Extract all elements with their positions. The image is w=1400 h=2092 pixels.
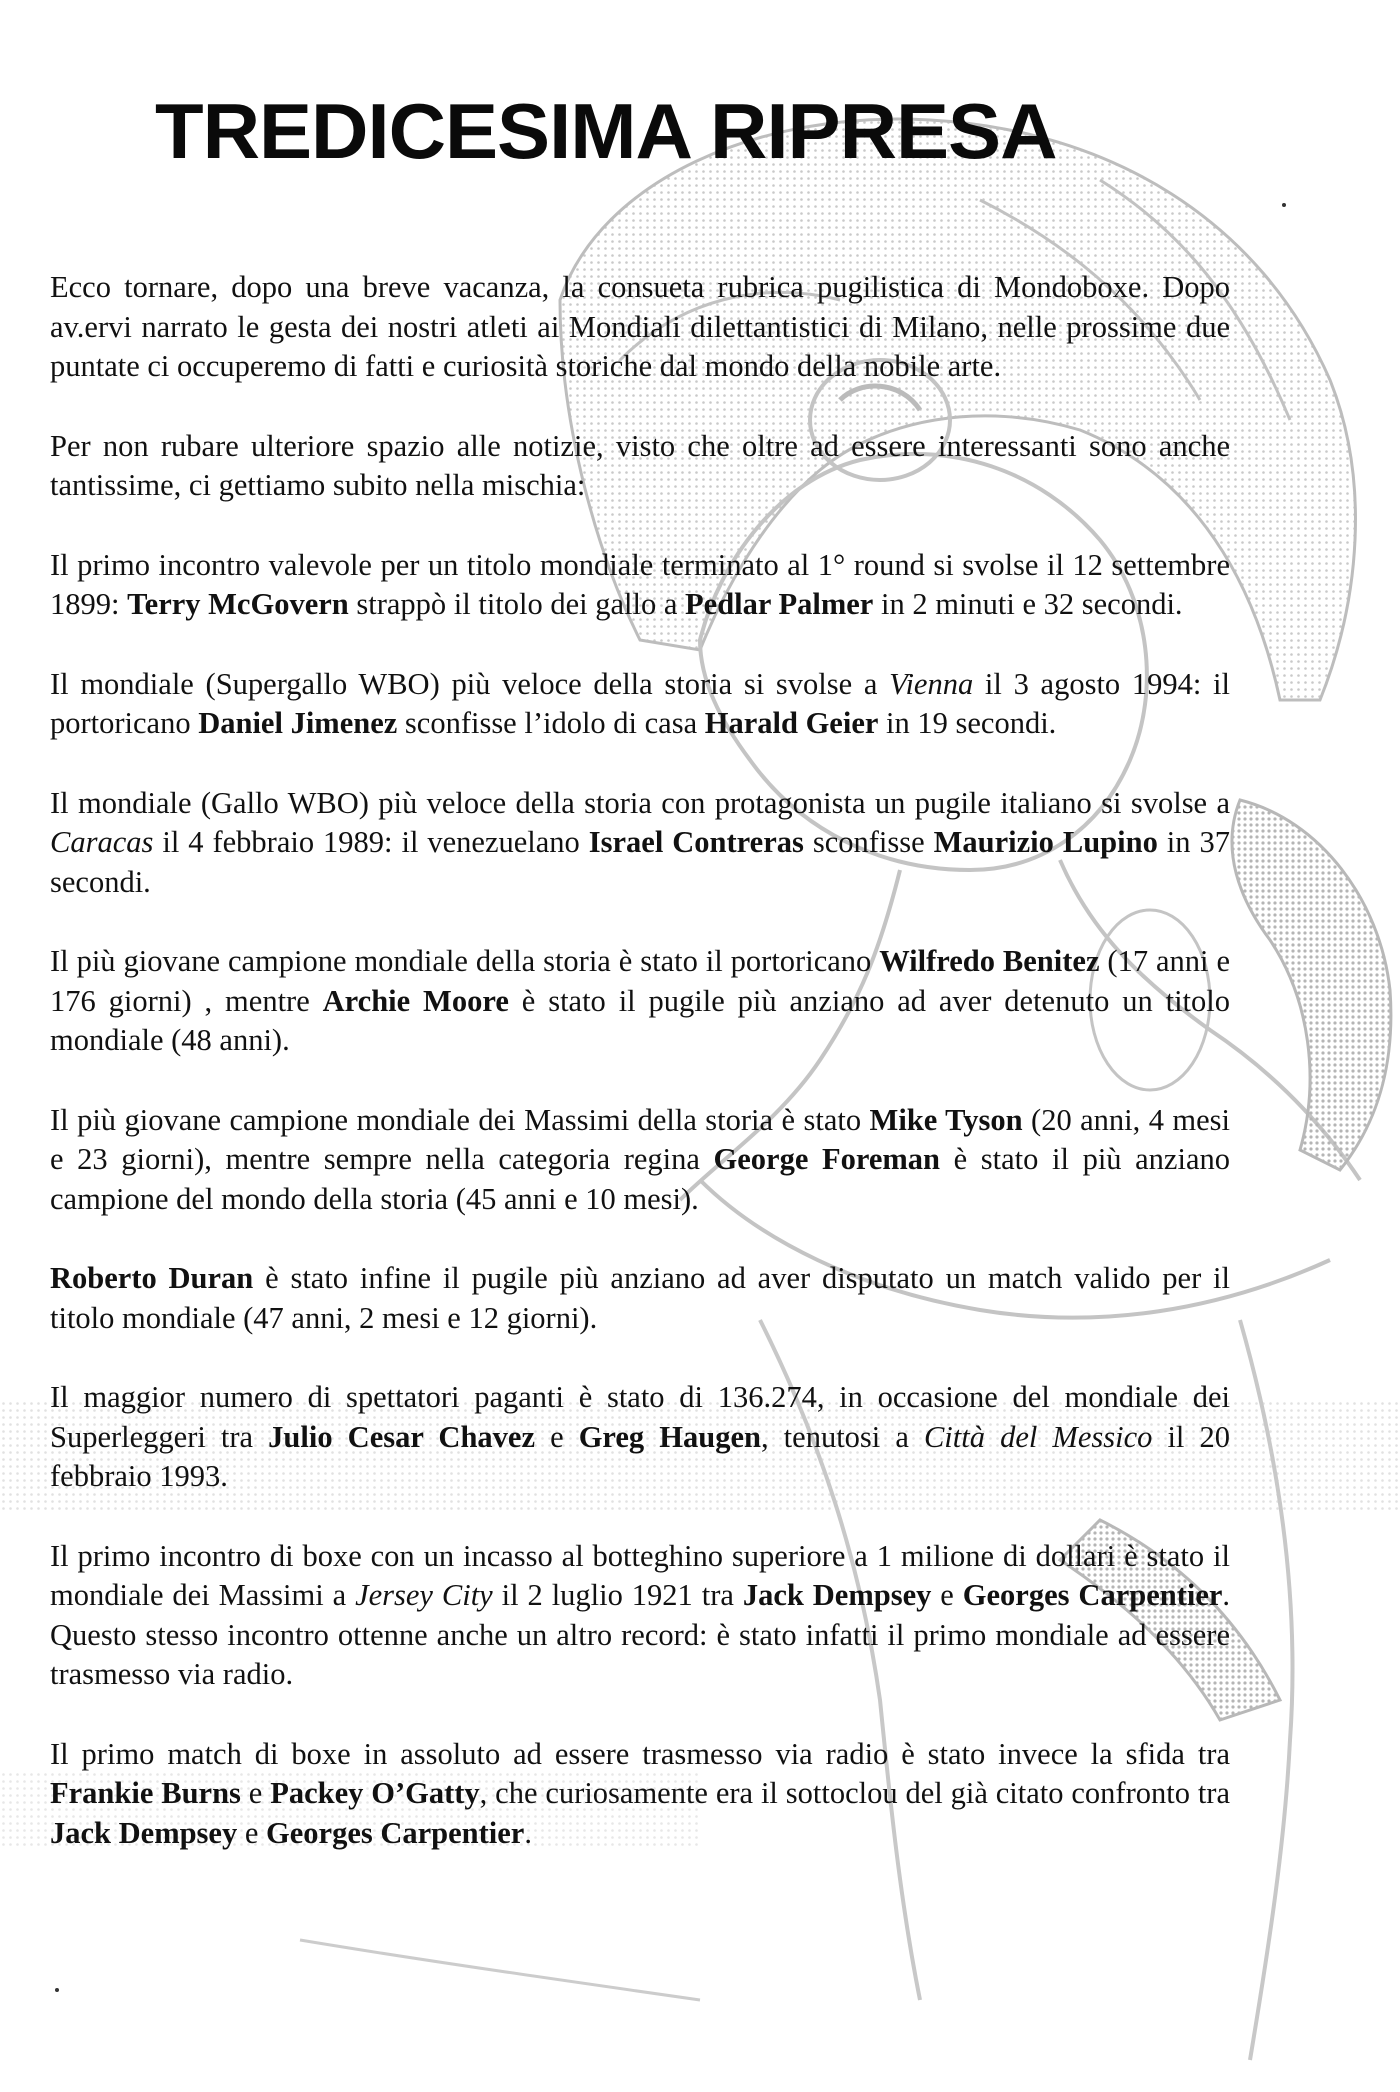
stray-mark [1282, 203, 1286, 207]
text-run: è stato il pugile più anziano ad aver detenuto un titolo mondiale (48 anni). [50, 983, 1230, 1057]
bold-name: Roberto Duran [50, 1261, 254, 1295]
text-run: Per non rubare ulteriore spazio alle notizie, visto che oltre ad essere interessanti sono anche tantissime, ci gettiamo subito nella mischia: [50, 428, 1230, 502]
italic-place: Città del Messico [923, 1419, 1153, 1454]
italic-place: Caracas [50, 825, 154, 859]
bold-name: Archie Moore [322, 983, 509, 1018]
article-title: TREDICESIMA RIPRESA [155, 87, 1057, 175]
text-run: il 3 agosto 1994: il portoricano [50, 666, 1230, 740]
article-paragraph [50, 665, 1230, 744]
bold-name: Georges Carpentier [266, 1815, 525, 1850]
text-run: e [534, 1419, 579, 1454]
text-run: il 4 febbraio 1989: il venezuelano [153, 825, 589, 859]
article-paragraph [50, 268, 1230, 387]
bold-name: Pedlar Palmer [685, 587, 874, 621]
article-paragraph [50, 784, 1230, 903]
text-run: e [240, 1776, 271, 1810]
text-run: il 20 febbraio 1993. [50, 1419, 1230, 1493]
text-run: , che curiosamente era il sottoclou del già citato confronto tra [479, 1776, 1230, 1810]
text-run: è stato infine il pugile più anziano ad aver disputato un match valido per il titolo mondiale (47 anni, 2 mesi e 12 giorni). [50, 1261, 1230, 1335]
text-run: il 2 luglio 1921 tra [492, 1578, 743, 1612]
text-run: . Questo stesso incontro ottenne anche un altro record: è stato infatti il primo mondiale ad essere trasmesso via radio. [50, 1578, 1231, 1691]
bold-name: Israel Contreras [588, 825, 804, 859]
text-run: Il primo incontro di boxe con un incasso al botteghino superiore a 1 milione di dollari è stato il mondiale dei Massimi a [50, 1538, 1230, 1612]
text-run: Ecco tornare, dopo una breve vacanza, la consueta rubrica pugilistica di Mondoboxe. Dopo av.ervi narrato le gesta dei nostri atleti ai Mondiali dilettantistici di Milano, nelle prossime due puntate ci occuperemo di fatti e curiosità storiche dal mondo della nobile arte. [50, 270, 1230, 383]
article-body [50, 268, 1230, 1893]
bold-name: Mike Tyson [869, 1102, 1023, 1137]
text-run: (20 anni, 4 mesi e 23 giorni), mentre sempre nella categoria regina [50, 1102, 1230, 1176]
text-run: Il primo incontro valevole per un titolo mondiale terminato al 1° round si svolse il 12 settembre 1899: [50, 547, 1230, 621]
article-paragraph [50, 1259, 1230, 1338]
text-run: . [524, 1815, 532, 1850]
bold-name: Harald Geier [704, 706, 879, 740]
bold-name: Daniel Jimenez [198, 706, 398, 740]
bold-name: Frankie Burns [50, 1776, 241, 1810]
text-run: Il più giovane campione mondiale dei Massimi della storia è stato [50, 1102, 870, 1137]
article-paragraph [50, 427, 1230, 506]
text-run: , tenutosi a [760, 1419, 924, 1454]
text-run: Il primo match di boxe in assoluto ad essere trasmesso via radio è stato invece la sfida tra [50, 1736, 1230, 1771]
bold-name: George Foreman [713, 1142, 941, 1176]
text-run: in 2 minuti e 32 secondi. [873, 587, 1183, 621]
text-run: (17 anni e 176 giorni) , mentre [50, 944, 1230, 1018]
italic-place: Jersey City [355, 1578, 493, 1612]
article-paragraph [50, 942, 1230, 1061]
text-run: e [237, 1815, 267, 1850]
article-paragraph [50, 1537, 1230, 1695]
article-paragraph [50, 1735, 1230, 1854]
bold-name: Terry McGovern [127, 587, 349, 621]
bold-name: Greg Haugen [578, 1419, 761, 1454]
text-run: sconfisse [803, 825, 934, 859]
text-run: in 19 secondi. [878, 706, 1057, 740]
text-run: sconfisse l’idolo di casa [397, 706, 705, 740]
bold-name: Wilfredo Benitez [879, 944, 1100, 978]
bold-name: Jack Dempsey [50, 1815, 238, 1850]
article-paragraph [50, 546, 1230, 625]
article-paragraph [50, 1378, 1230, 1497]
text-run: Il più giovane campione mondiale della storia è stato il portoricano [50, 944, 880, 978]
bold-name: Jack Dempsey [742, 1578, 932, 1612]
bold-name: Julio Cesar Chavez [268, 1419, 535, 1454]
article-paragraph [50, 1101, 1230, 1220]
text-run: è stato il più anziano campione del mondo della storia (45 anni e 10 mesi). [50, 1142, 1230, 1216]
text-run: e [931, 1578, 963, 1612]
bold-name: Packey O’Gatty [270, 1776, 480, 1810]
stray-mark [55, 1988, 59, 1992]
text-run: Il mondiale (Gallo WBO) più veloce della storia con protagonista un pugile italiano si svolse a [50, 785, 1230, 820]
text-run: in 37 secondi. [50, 825, 1230, 899]
text-run: strappò il titolo dei gallo a [348, 587, 686, 621]
text-run: Il maggior numero di spettatori paganti è stato di 136.274, in occasione del mondiale dei Superleggeri tra [50, 1380, 1230, 1454]
bold-name: Georges Carpentier [962, 1578, 1223, 1612]
text-run: Il mondiale (Supergallo WBO) più veloce della storia si svolse a [50, 666, 890, 701]
bold-name: Maurizio Lupino [933, 825, 1158, 859]
italic-place: Vienna [889, 666, 974, 701]
